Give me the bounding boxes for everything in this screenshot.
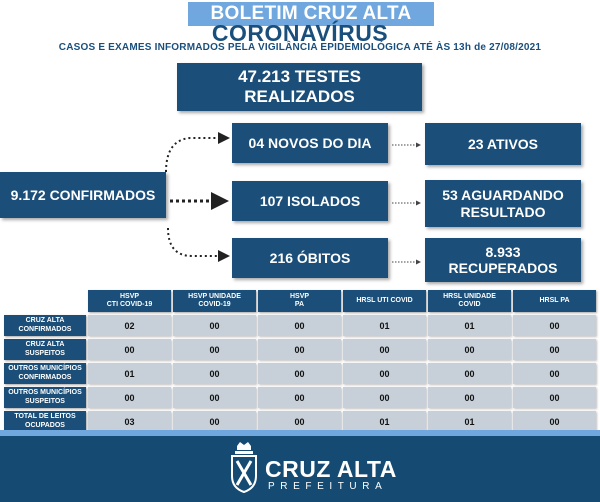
tests-box xyxy=(177,63,422,111)
table-cell: 00 xyxy=(258,315,341,336)
footer-brand: CRUZ ALTA xyxy=(265,456,397,482)
bulletin-title: BOLETIM CRUZ ALTA xyxy=(188,2,434,26)
table-row xyxy=(4,387,596,408)
table-cell: 00 xyxy=(513,339,596,360)
tests-line2: REALIZADOS xyxy=(244,87,355,106)
table-cell: 00 xyxy=(428,339,511,360)
table-cell: 00 xyxy=(343,387,426,408)
active-box xyxy=(425,123,581,165)
confirmed-box xyxy=(0,172,166,218)
table-cell: 00 xyxy=(258,363,341,384)
col-header-hsvp-pa: HSVP PA xyxy=(258,290,341,312)
table-cell: 00 xyxy=(173,339,256,360)
table-cell: 00 xyxy=(513,363,596,384)
table-cell: 00 xyxy=(258,339,341,360)
table-row xyxy=(4,411,596,432)
arrow-to-new-today xyxy=(166,138,228,172)
table-cell: 00 xyxy=(258,387,341,408)
table-cell: 00 xyxy=(88,339,171,360)
table-cell: 00 xyxy=(343,363,426,384)
table-cell: 00 xyxy=(173,363,256,384)
awaiting-box xyxy=(425,180,581,227)
table-cell: 00 xyxy=(173,387,256,408)
isolated-box xyxy=(232,181,388,221)
tests-line1: 47.213 TESTES xyxy=(238,67,361,87)
arrow-to-deaths xyxy=(168,228,228,256)
table-cell: 00 xyxy=(513,411,596,432)
table-cell: 00 xyxy=(88,387,171,408)
table-cell: 00 xyxy=(343,339,426,360)
new-today-label: 04 NOVOS DO DIA xyxy=(248,134,372,151)
table-row xyxy=(4,363,596,384)
col-header-hsvp-unidade: HSVP UNIDADE COVID-19 xyxy=(173,290,256,312)
recovered-box xyxy=(425,238,581,282)
table-cell: 01 xyxy=(88,363,171,384)
row-header-cruz-alta-suspeitos: CRUZ ALTA SUSPEITOS xyxy=(4,339,86,360)
new-today-box xyxy=(232,123,388,163)
table-cell: 01 xyxy=(343,315,426,336)
col-header-hrsl-unidade: HRSL UNIDADE COVID xyxy=(428,290,511,312)
table-cell: 00 xyxy=(428,387,511,408)
awaiting-line1: 53 AGUARDANDO xyxy=(442,187,564,204)
table-cell: 00 xyxy=(513,315,596,336)
isolated-label: 107 ISOLADOS xyxy=(259,192,361,209)
footer-accent-band xyxy=(0,430,600,436)
table-row xyxy=(4,315,596,336)
table-row xyxy=(4,339,596,360)
table-cell: 01 xyxy=(428,411,511,432)
table-cell: 00 xyxy=(428,363,511,384)
table-cell: 00 xyxy=(513,387,596,408)
col-header-hsvp-cti: HSVP CTI COVID-19 xyxy=(88,290,171,312)
active-label: 23 ATIVOS xyxy=(467,135,539,152)
row-header-cruz-alta-confirmados: CRUZ ALTA CONFIRMADOS xyxy=(4,315,86,336)
table-cell: 03 xyxy=(88,411,171,432)
table-cell: 02 xyxy=(88,315,171,336)
col-header-hrsl-uti: HRSL UTI COVID xyxy=(343,290,426,312)
table-cell: 01 xyxy=(343,411,426,432)
col-header-hrsl-pa: HRSL PA xyxy=(513,290,596,312)
table-cell: 00 xyxy=(173,315,256,336)
table-cell: 01 xyxy=(428,315,511,336)
footer-brand-sub: PREFEITURA xyxy=(268,481,388,492)
bulletin-subtitle: CORONAVÍRUS xyxy=(211,20,389,46)
report-caption: CASOS E EXAMES INFORMADOS PELA VIGILÂNCIA EPIDEMIOLÓGICA ATÉ ÀS 13h de 27/08/2021 xyxy=(58,42,542,53)
city-crest-icon xyxy=(229,442,259,494)
row-header-outros-confirmados: OUTROS MUNICÍPIOS CONFIRMADOS xyxy=(4,363,86,384)
row-header-outros-suspeitos: OUTROS MUNICÍPIOS SUSPEITOS xyxy=(4,387,86,408)
awaiting-line2: RESULTADO xyxy=(460,203,546,220)
recovered-line1: 8.933 xyxy=(485,243,521,260)
confirmed-label: 9.172 CONFIRMADOS xyxy=(10,186,156,203)
deaths-box xyxy=(232,238,388,278)
beds-table xyxy=(2,287,598,435)
deaths-label: 216 ÓBITOS xyxy=(269,249,351,266)
table-cell: 00 xyxy=(173,411,256,432)
recovered-line2: RECUPERADOS xyxy=(448,260,558,276)
table-cell: 00 xyxy=(258,411,341,432)
row-header-total-leitos: TOTAL DE LEITOS OCUPADOS xyxy=(4,411,86,432)
table-header-row xyxy=(4,290,596,312)
table-corner xyxy=(4,290,86,312)
